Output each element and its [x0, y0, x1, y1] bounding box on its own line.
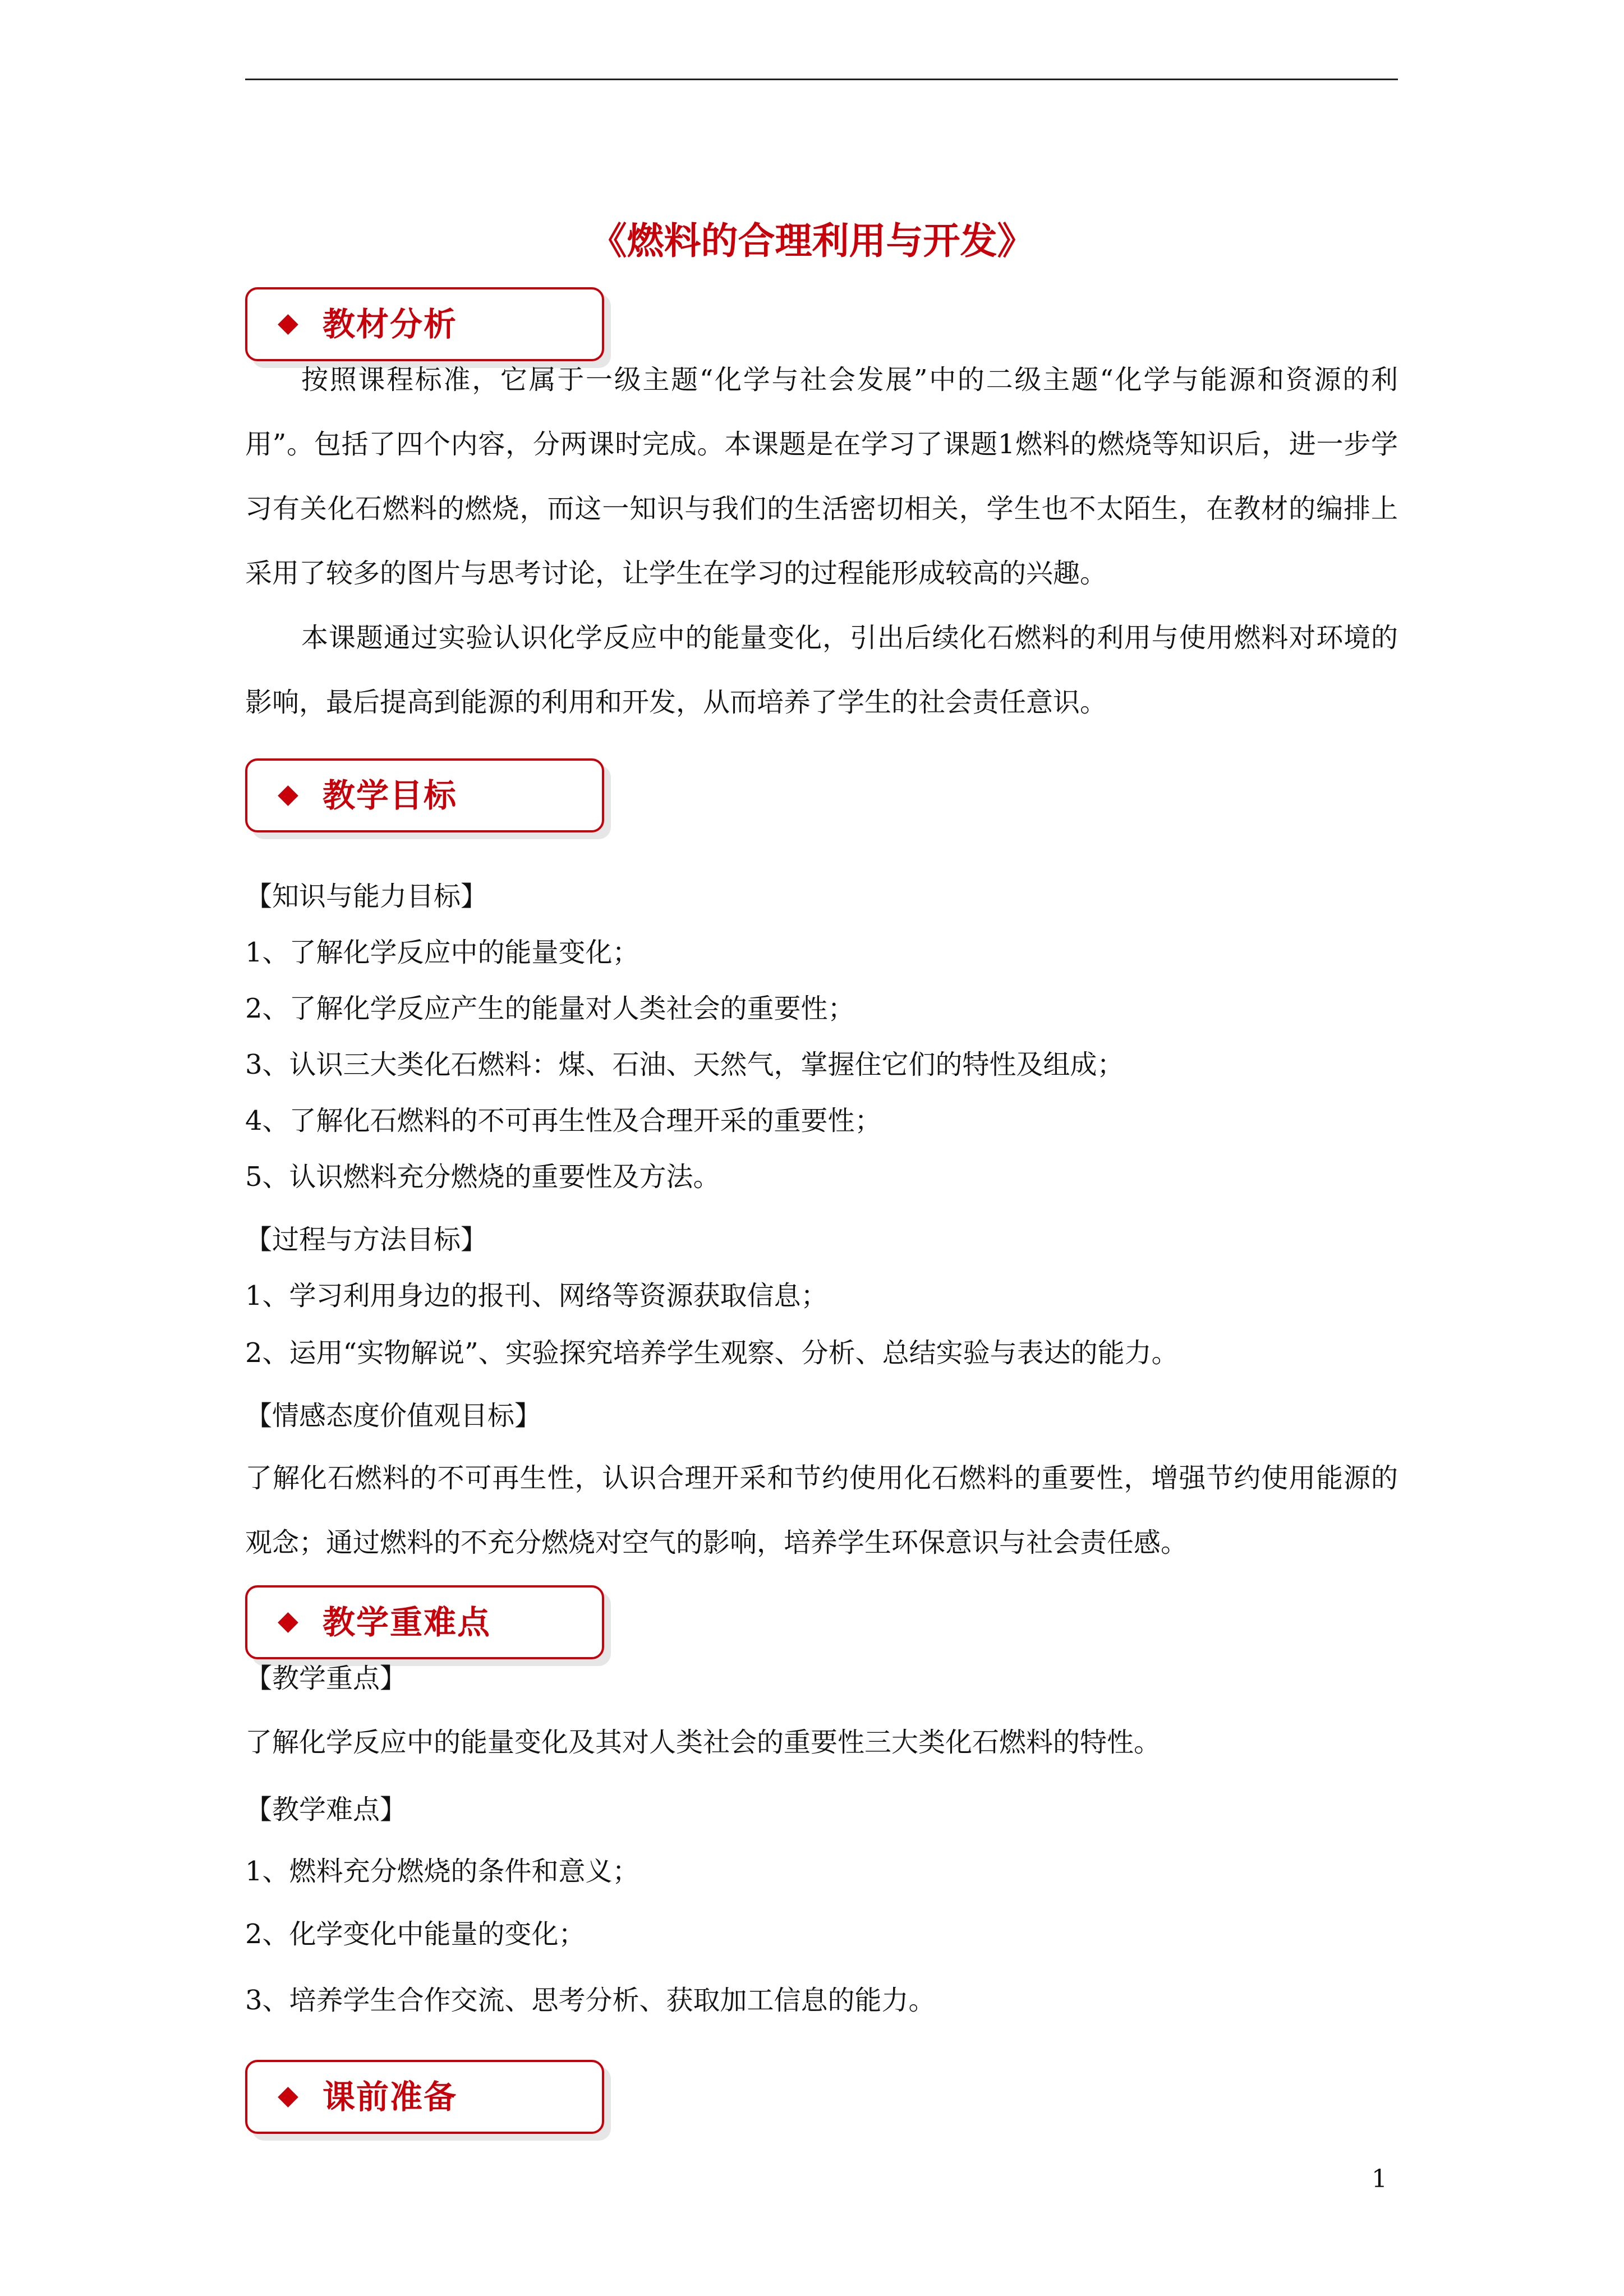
section-header-goals [245, 758, 627, 837]
diamond-bullet-icon: ◆ [278, 307, 298, 338]
list-item: 1、燃料充分燃烧的条件和意义； [245, 1856, 640, 1887]
list-item: 2、了解化学反应产生的能量对人类社会的重要性； [245, 993, 855, 1024]
emotion-goals-paragraph: 了解化石燃料的不可再生性，认识合理开采和节约使用化石燃料的重要性，增强节约使用能源的观念；通过燃料的不充分燃烧对空气的影响，培养学生环保意识与社会责任感。 [245, 1462, 1398, 1558]
list-item: 2、运用“实物解说”、实验探究培养学生观察、分析、总结实验与表达的能力。 [245, 1337, 1179, 1369]
list-item: 1、学习利用身边的报刊、网络等资源获取信息； [245, 1280, 828, 1312]
section-title: 教材分析 [323, 305, 458, 343]
difficulty-heading: 【教学难点】 [245, 1794, 407, 1825]
section-title: 教学重难点 [323, 1603, 491, 1641]
focus-text: 了解化学反应中的能量变化及其对人类社会的重要性三大类化石燃料的特性。 [245, 1727, 1161, 1758]
analysis-paragraph-2: 本课题通过实验认识化学反应中的能量变化，引出后续化石燃料的利用与使用燃料对环境的影响，最后提高到能源的利用和开发，从而培养了学生的社会责任意识。 [245, 622, 1398, 718]
section-header-prep [245, 2060, 627, 2138]
list-item: 2、化学变化中能量的变化； [245, 1918, 586, 1950]
section-title: 教学目标 [323, 776, 458, 815]
knowledge-goals-heading: 【知识与能力目标】 [245, 881, 488, 912]
list-item: 5、认识燃料充分燃烧的重要性及方法。 [245, 1161, 720, 1193]
section-title: 课前准备 [323, 2078, 458, 2116]
section-header-key [245, 1585, 627, 1664]
list-item: 3、认识三大类化石燃料：煤、石油、天然气，掌握住它们的特性及组成； [245, 1049, 1124, 1080]
process-goals-heading: 【过程与方法目标】 [245, 1224, 488, 1255]
diamond-bullet-icon: ◆ [278, 778, 298, 809]
diamond-bullet-icon: ◆ [278, 2079, 298, 2111]
analysis-paragraph-1: 按照课程标准，它属于一级主题“化学与社会发展”中的二级主题“化学与能源和资源的利用”。包括了四个内容，分两课时完成。本课题是在学习了课题1燃料的燃烧等知识后，进一步学习有关化石燃料的燃烧，而这一知识与我们的生活密切相关，学生也不太陌生，在教材的编排上采用了较多的图片与思考讨论，让学生在学习的过程能形成较高的兴趣。 [245, 364, 1398, 589]
list-item: 3、培养学生合作交流、思考分析、获取加工信息的能力。 [245, 1985, 936, 2016]
document-title: 《燃料的合理利用与开发》 [590, 219, 1034, 263]
list-item: 4、了解化石燃料的不可再生性及合理开采的重要性； [245, 1105, 882, 1137]
emotion-goals-heading: 【情感态度价值观目标】 [245, 1400, 542, 1432]
page-number: 1 [1372, 2165, 1387, 2193]
focus-heading: 【教学重点】 [245, 1663, 407, 1694]
header-rule [245, 79, 1398, 80]
list-item: 1、了解化学反应中的能量变化； [245, 937, 640, 968]
diamond-bullet-icon: ◆ [278, 1605, 298, 1636]
